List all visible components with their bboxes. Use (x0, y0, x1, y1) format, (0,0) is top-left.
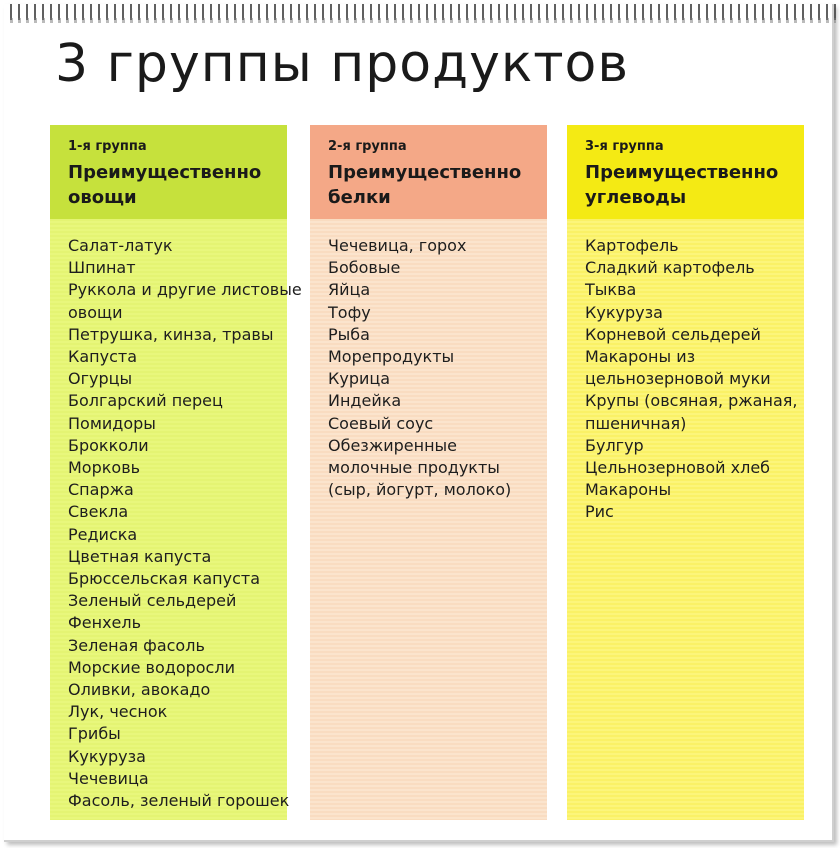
group-column-2 (310, 125, 547, 820)
food-item: овощи (68, 302, 123, 322)
food-item: Морские водоросли (68, 657, 235, 677)
food-item: Спаржа (68, 480, 134, 500)
food-item: Цельнозерновой хлеб (585, 458, 771, 478)
food-item: Лук, чеснок (68, 702, 168, 722)
food-item: Фасоль, зеленый горошек (68, 791, 290, 811)
page-title: 3 группы продуктов (55, 34, 630, 94)
food-item: Макароны (585, 480, 672, 500)
food-item: Морепродукты (328, 347, 455, 367)
group-name-line1: Преимущественно (68, 162, 262, 183)
binding-holes (10, 18, 836, 23)
food-list-3 (567, 219, 804, 524)
group-header-1 (50, 125, 287, 219)
food-item: Сладкий картофель (585, 258, 755, 278)
food-item: Зеленая фасоль (68, 635, 205, 655)
group-name-line1: Преимущественно (328, 162, 522, 183)
food-item: цельнозерновой муки (585, 369, 771, 389)
food-item: Чечевица, горох (328, 236, 467, 255)
food-item: Свекла (68, 502, 129, 522)
food-item: Фенхель (68, 613, 142, 633)
food-item: Обезжиренные (328, 435, 458, 455)
food-item: Картофель (585, 236, 679, 255)
food-item: Петрушка, кинза, травы (68, 324, 274, 344)
group-label: 1-я группа (68, 139, 147, 154)
food-list-2 (310, 219, 547, 501)
food-item: Шпинат (68, 258, 136, 278)
food-list-1 (50, 219, 302, 812)
group-label: 3-я группа (585, 139, 664, 154)
food-item: Соевый соус (328, 413, 434, 433)
food-item: Тофу (328, 302, 371, 322)
food-item: Корневой сельдерей (585, 324, 761, 344)
food-item: Брокколи (68, 435, 149, 455)
food-item: Индейка (328, 391, 402, 411)
group-body-2 (310, 219, 547, 820)
food-item: Яйца (328, 280, 371, 300)
group-column-1 (50, 125, 302, 820)
food-item: Редиска (68, 524, 138, 544)
food-item: Рис (585, 502, 614, 522)
food-item: Бобовые (328, 258, 401, 278)
food-item: Булгур (585, 435, 644, 455)
food-item: молочные продукты (328, 458, 500, 478)
food-item: Помидоры (68, 413, 156, 433)
group-name-line2: белки (328, 187, 391, 208)
group-name-line2: углеводы (585, 187, 687, 208)
group-body-3 (567, 219, 804, 820)
food-item: Брюссельская капуста (68, 569, 260, 589)
food-item: Болгарский перец (68, 391, 223, 411)
food-item: Салат-латук (68, 236, 173, 255)
food-item: (сыр, йогурт, молоко) (328, 480, 512, 500)
food-item: Зеленый сельдерей (68, 591, 237, 611)
group-header-2 (310, 125, 547, 219)
group-column-3 (567, 125, 804, 820)
food-item: Макароны из (585, 347, 696, 367)
food-item: Цветная капуста (68, 546, 212, 566)
food-item: Морковь (68, 458, 141, 478)
group-body-1 (50, 219, 302, 820)
food-item: Капуста (68, 347, 138, 367)
food-item: Руккола и другие листовые (68, 280, 302, 300)
group-name-line2: овощи (68, 187, 137, 208)
food-item: Крупы (овсяная, ржаная, (585, 391, 798, 411)
group-label: 2-я группа (328, 139, 407, 154)
group-header-3 (567, 125, 804, 219)
food-item: Грибы (68, 724, 121, 744)
food-item: Тыква (585, 280, 637, 300)
food-item: Рыба (328, 324, 370, 344)
group-name-line1: Преимущественно (585, 162, 779, 183)
food-item: Чечевица (68, 768, 149, 788)
food-item: Кукуруза (585, 302, 663, 322)
food-item: Курица (328, 369, 391, 389)
food-item: Кукуруза (68, 746, 146, 766)
food-item: пшеничная) (585, 413, 687, 433)
food-item: Оливки, авокадо (68, 680, 211, 700)
food-item: Огурцы (68, 369, 133, 389)
